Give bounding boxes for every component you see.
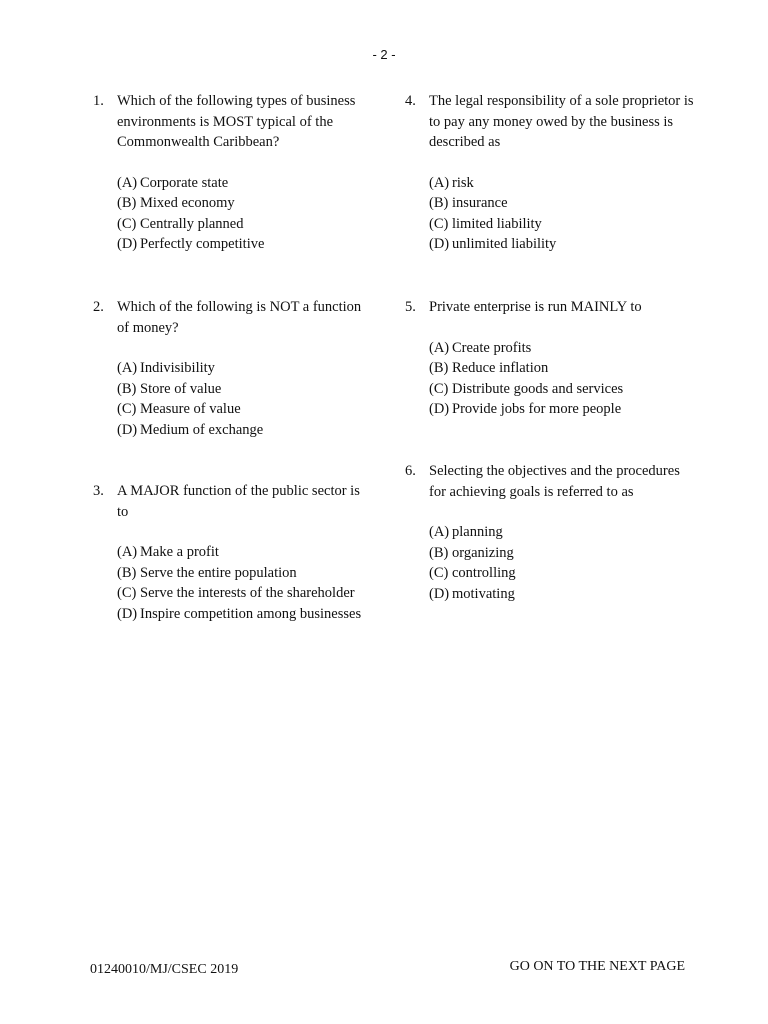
option-text: Measure of value [140, 401, 241, 417]
question-1 [93, 91, 373, 255]
answer-options [429, 173, 695, 255]
answer-options [117, 358, 373, 440]
option-letter: (D) [429, 585, 450, 602]
paper-code: 01240010/MJ/CSEC 2019 [90, 962, 239, 977]
page-number: - 2 - [372, 47, 396, 62]
option-letter: (D) [117, 421, 138, 438]
answer-option [429, 193, 695, 214]
answer-option [429, 399, 695, 420]
option-letter: (B) [429, 544, 449, 561]
option-letter: (C) [117, 585, 137, 601]
option-text: Serve the entire population [140, 564, 297, 581]
option-letter: (B) [429, 360, 449, 376]
option-text: unlimited liability [452, 236, 557, 252]
answer-option [429, 338, 695, 359]
answer-option [429, 214, 695, 235]
option-text: risk [452, 174, 474, 191]
answer-option [117, 420, 373, 441]
answer-option [117, 399, 373, 420]
answer-option [117, 563, 373, 584]
option-letter: (A) [429, 524, 450, 540]
answer-option [429, 543, 695, 564]
option-letter: (B) [429, 195, 449, 211]
answer-option [429, 522, 695, 543]
question-stem [405, 91, 695, 153]
question-5 [405, 297, 695, 420]
answer-option [117, 379, 373, 400]
question-text: The legal responsibility of a sole proprietor is to pay any money owed by the business is described as [429, 93, 694, 150]
option-text: Make a profit [140, 544, 219, 560]
answer-option [117, 234, 373, 255]
question-4 [405, 91, 695, 255]
option-text: Reduce inflation [452, 360, 549, 376]
answer-option [117, 173, 373, 194]
question-number: 5. [405, 299, 416, 315]
question-number: 1. [93, 93, 104, 109]
answer-option [429, 234, 695, 255]
option-text: Indivisibility [140, 360, 215, 376]
option-text: motivating [452, 585, 515, 602]
question-number: 3. [93, 483, 104, 499]
option-text: Create profits [452, 339, 532, 356]
answer-option [117, 583, 373, 604]
answer-option [429, 173, 695, 194]
answer-options [429, 338, 695, 420]
question-text: Private enterprise is run MAINLY to [429, 299, 642, 315]
option-letter: (B) [117, 380, 137, 397]
question-6 [405, 461, 695, 604]
option-text: controlling [452, 565, 516, 581]
option-letter: (A) [429, 174, 450, 191]
option-text: Medium of exchange [140, 421, 264, 438]
option-letter: (C) [429, 380, 449, 397]
answer-option [117, 214, 373, 235]
option-letter: (D) [429, 236, 450, 252]
option-text: Perfectly competitive [140, 236, 265, 252]
option-text: Corporate state [140, 174, 229, 191]
option-letter: (A) [117, 360, 138, 376]
question-text: Selecting the objectives and the procedures for achieving goals is referred to as [429, 463, 680, 500]
answer-option [117, 193, 373, 214]
option-letter: (A) [429, 339, 450, 356]
option-letter: (B) [117, 195, 137, 211]
question-3 [93, 481, 373, 624]
option-letter: (C) [117, 401, 137, 417]
option-text: Mixed economy [140, 195, 235, 211]
option-text: organizing [452, 544, 514, 561]
answer-option [117, 542, 373, 563]
answer-option [429, 563, 695, 584]
answer-option [117, 358, 373, 379]
answer-option [429, 584, 695, 605]
question-number: 6. [405, 463, 416, 479]
question-number: 4. [405, 93, 416, 109]
question-stem [405, 461, 695, 502]
option-letter: (D) [117, 605, 138, 622]
option-text: Distribute goods and services [452, 380, 624, 397]
option-letter: (A) [117, 174, 138, 191]
question-number: 2. [93, 299, 104, 315]
next-page-notice: GO ON TO THE NEXT PAGE [509, 959, 685, 974]
answer-options [117, 542, 373, 624]
option-letter: (B) [117, 564, 137, 581]
option-text: limited liability [452, 215, 542, 232]
option-letter: (C) [429, 215, 449, 232]
option-text: insurance [452, 195, 508, 211]
option-letter: (A) [117, 544, 138, 560]
option-text: Centrally planned [140, 215, 244, 232]
option-text: planning [452, 524, 503, 540]
option-text: Inspire competition among businesses [140, 605, 362, 622]
option-letter: (D) [117, 236, 138, 252]
answer-option [117, 604, 373, 625]
option-letter: (C) [429, 565, 449, 581]
option-text: Provide jobs for more people [452, 401, 622, 417]
option-letter: (C) [117, 215, 137, 232]
answer-option [429, 379, 695, 400]
answer-options [429, 522, 695, 604]
answer-options [117, 173, 373, 255]
question-stem [93, 297, 373, 338]
question-text: Which of the following types of business environments is MOST typical of the Commonwealth Caribbean? [117, 93, 356, 150]
option-text: Serve the interests of the shareholder [140, 585, 355, 601]
question-stem [93, 91, 373, 153]
option-letter: (D) [429, 401, 450, 417]
question-2 [93, 297, 373, 440]
question-stem [405, 297, 695, 318]
question-text: A MAJOR function of the public sector is to [117, 483, 360, 520]
question-text: Which of the following is NOT a function of money? [117, 299, 362, 336]
question-stem [93, 481, 373, 522]
option-text: Store of value [140, 380, 222, 397]
answer-option [429, 358, 695, 379]
